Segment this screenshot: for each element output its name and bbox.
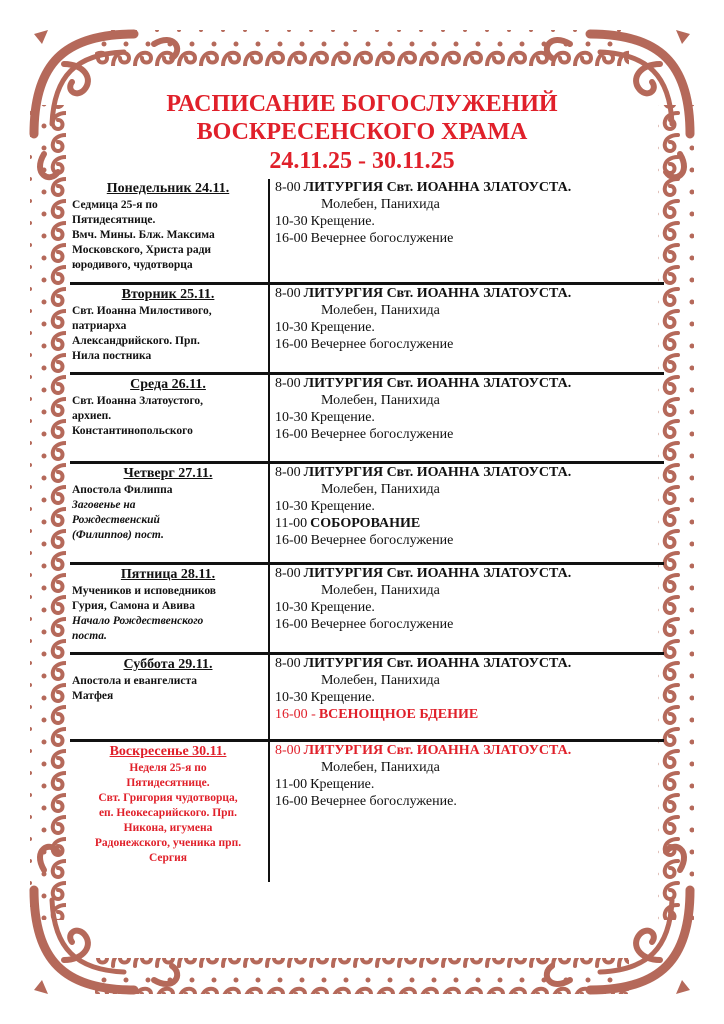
saint-line: Апостола Филиппа [72, 484, 173, 496]
service-item: 10-30 Крещение. [275, 499, 375, 514]
saint-line: Александрийского. Прп. [72, 335, 200, 347]
fast-note-line: Рождественский [72, 514, 160, 526]
saint-line: Седмица 25-я по [72, 199, 158, 211]
saint-line: Нила постника [72, 350, 152, 362]
services-cell [270, 179, 664, 282]
service-item: 10-30 Крещение. [275, 690, 375, 705]
day-cell [70, 375, 270, 461]
schedule-row-thursday [70, 461, 664, 562]
day-cell [70, 179, 270, 282]
day-cell [70, 565, 270, 652]
saint-line: Апостола и евангелиста [72, 675, 198, 687]
saint-line: патриарха [72, 320, 127, 332]
schedule-table [70, 179, 664, 882]
services-cell [270, 464, 664, 562]
service-item: Молебен, Панихида [321, 673, 440, 688]
fast-note-line: поста. [72, 630, 107, 642]
day-title: Пятница 28.11. [120, 567, 216, 582]
service-item: Молебен, Панихида [321, 393, 440, 408]
service-item: 10-30 Крещение. [275, 214, 375, 229]
service-item: 16-00 Вечернее богослужение [275, 231, 454, 246]
title-line-1: РАСПИСАНИЕ БОГОСЛУЖЕНИЙ [166, 91, 558, 117]
saint-line: еп. Неокесарийского. Прп. [98, 807, 238, 819]
saint-line: Пятидесятнице. [126, 777, 210, 789]
services-cell [270, 742, 664, 882]
title-dates: 24.11.25 - 30.11.25 [269, 148, 455, 174]
schedule-row-saturday [70, 652, 664, 739]
service-item: 10-30 Крещение. [275, 410, 375, 425]
schedule-row-sunday [70, 739, 664, 882]
fast-note-line: Заговенье на [72, 499, 136, 511]
service-item: 8-00 ЛИТУРГИЯ Свт. ИОАННА ЗЛАТОУСТА. [275, 180, 572, 195]
day-cell [70, 655, 270, 739]
service-item: 10-30 Крещение. [275, 600, 375, 615]
saint-line: Константинопольского [72, 425, 193, 437]
day-title: Суббота 29.11. [123, 657, 213, 672]
services-cell [270, 565, 664, 652]
saint-line: Сергия [148, 852, 187, 864]
services-cell [270, 655, 664, 739]
day-title: Вторник 25.11. [121, 287, 215, 302]
saint-line: Свт. Иоанна Милостивого, [72, 305, 212, 317]
service-item: 16-00 Вечернее богослужение. [275, 794, 457, 809]
service-item: 8-00 ЛИТУРГИЯ Свт. ИОАННА ЗЛАТОУСТА. [275, 566, 572, 581]
saint-line: Никона, игумена [123, 822, 213, 834]
saint-line: Матфея [72, 690, 114, 702]
day-cell [70, 464, 270, 562]
day-title: Понедельник 24.11. [106, 181, 230, 196]
day-title: Воскресенье 30.11. [109, 744, 227, 759]
day-title: Среда 26.11. [130, 377, 206, 392]
saint-line: Пятидесятнице. [72, 214, 156, 226]
saint-line: Московского, Христа ради [72, 244, 212, 256]
service-item: Молебен, Панихида [321, 583, 440, 598]
saint-line: Свт. Григория чудотворца, [98, 792, 238, 804]
schedule-row-monday [70, 179, 664, 282]
schedule-row-friday [70, 562, 664, 652]
saint-line: Радонежского, ученика прп. [94, 837, 242, 849]
title-line-2: ВОСКРЕСЕНСКОГО ХРАМА [196, 119, 528, 145]
saint-line: Свт. Иоанна Златоустого, [72, 395, 204, 407]
day-cell [70, 742, 270, 882]
service-item: Молебен, Панихида [321, 760, 440, 775]
schedule-row-wednesday [70, 372, 664, 461]
day-cell [70, 285, 270, 372]
service-item: 10-30 Крещение. [275, 320, 375, 335]
day-title: Четверг 27.11. [123, 466, 213, 481]
service-item: 8-00 ЛИТУРГИЯ Свт. ИОАННА ЗЛАТОУСТА. [275, 286, 572, 301]
fast-note-line: Начало Рождественского [72, 615, 204, 627]
service-item: 16-00 Вечернее богослужение [275, 427, 454, 442]
service-item: 11-00 СОБОРОВАНИЕ [275, 516, 421, 531]
saint-line: Мучеников и исповедников [72, 585, 217, 597]
saint-line: юродивого, чудотворца [72, 259, 193, 271]
service-item: 8-00 ЛИТУРГИЯ Свт. ИОАННА ЗЛАТОУСТА. [275, 656, 572, 671]
services-cell [270, 375, 664, 461]
saint-line: Неделя 25-я по [129, 762, 207, 774]
saint-line: Гурия, Самона и Авива [72, 600, 195, 612]
schedule-row-tuesday [70, 282, 664, 372]
service-item: 8-00 ЛИТУРГИЯ Свт. ИОАННА ЗЛАТОУСТА. [275, 376, 572, 391]
service-item: Молебен, Панихида [321, 482, 440, 497]
service-item-vigil: 16-00 - ВСЕНОЩНОЕ БДЕНИЕ [275, 707, 479, 722]
service-item: 8-00 ЛИТУРГИЯ Свт. ИОАННА ЗЛАТОУСТА. [275, 465, 572, 480]
services-cell [270, 285, 664, 372]
service-item: 8-00 ЛИТУРГИЯ Свт. ИОАННА ЗЛАТОУСТА. [275, 743, 572, 758]
service-item: 16-00 Вечернее богослужение [275, 533, 454, 548]
service-item: Молебен, Панихида [321, 303, 440, 318]
saint-line: Вмч. Мины. Блж. Максима [72, 229, 215, 241]
service-item: 11-00 Крещение. [275, 777, 375, 792]
fast-note-line: (Филиппов) пост. [72, 529, 164, 541]
saint-line: архиеп. [72, 410, 112, 422]
service-item: 16-00 Вечернее богослужение [275, 617, 454, 632]
service-item: 16-00 Вечернее богослужение [275, 337, 454, 352]
service-item: Молебен, Панихида [321, 197, 440, 212]
